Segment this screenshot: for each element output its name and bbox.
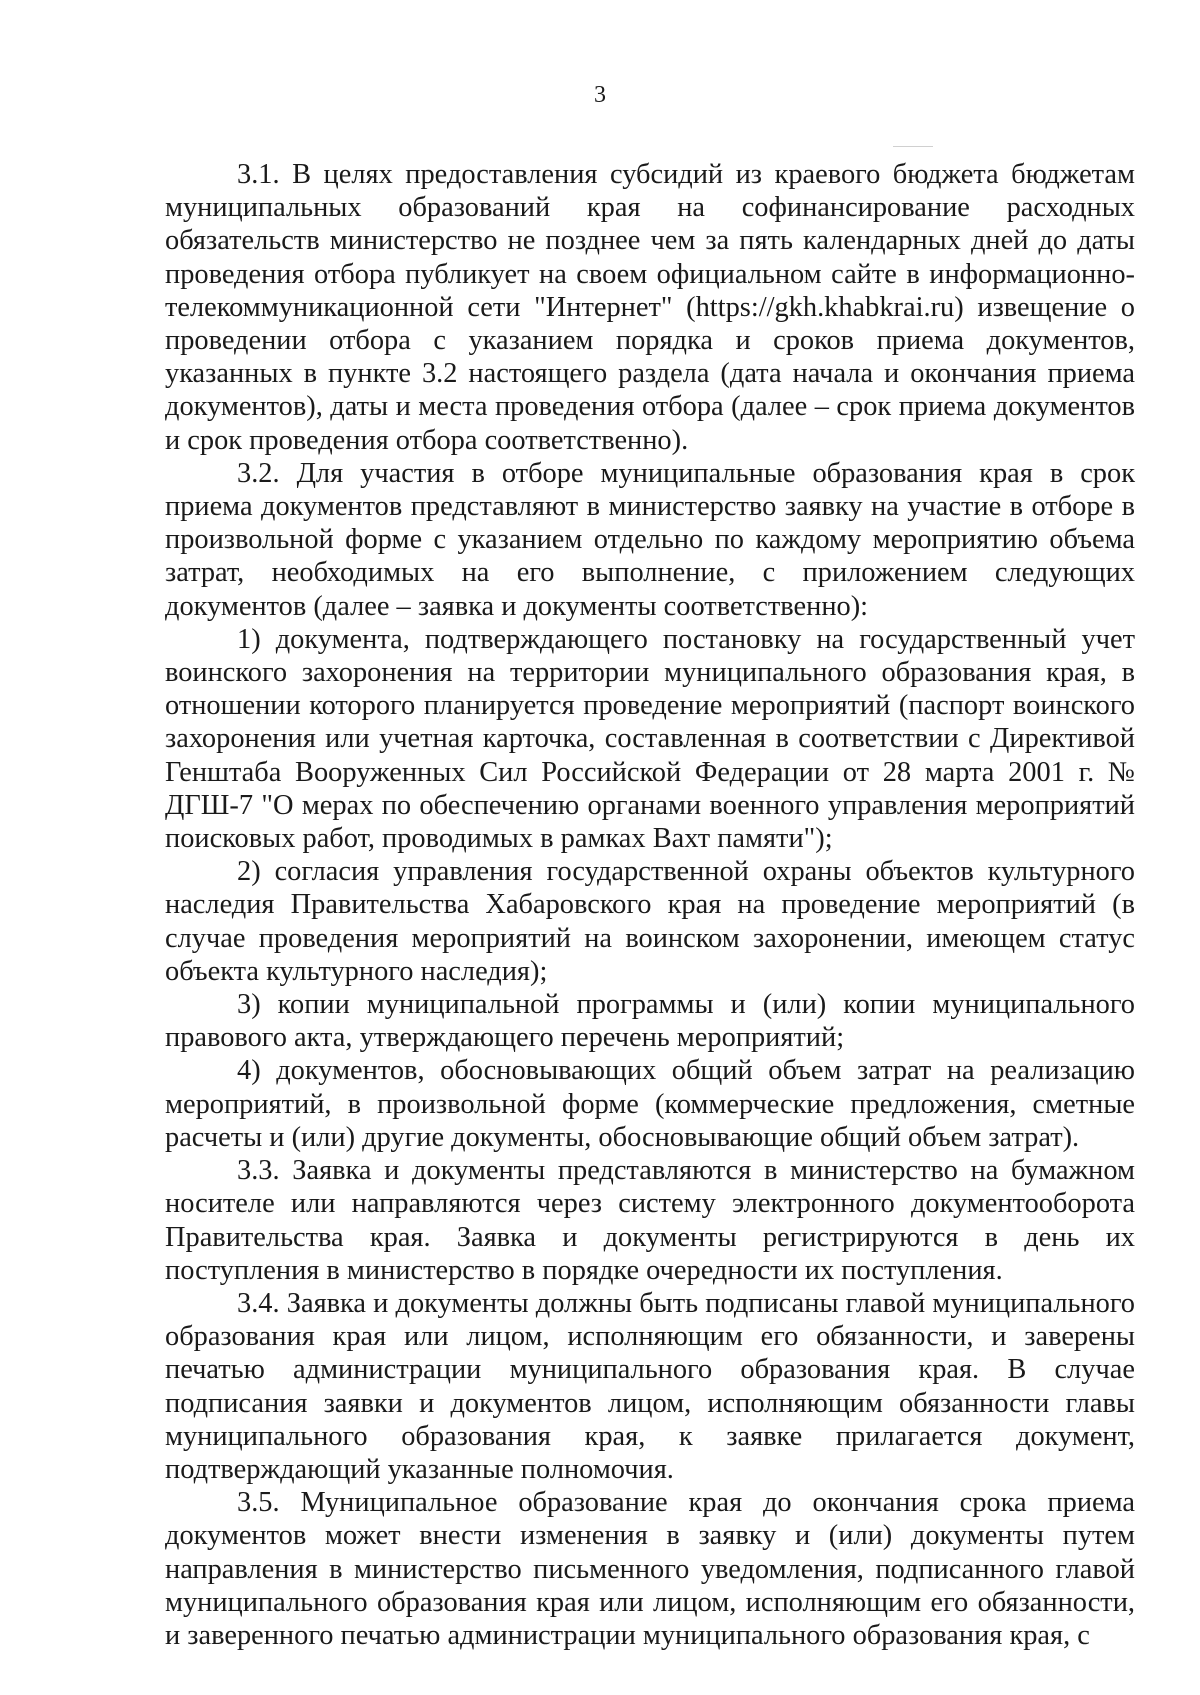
document-body: [165, 158, 1135, 1652]
paragraph-3-1: 3.1. В целях предоставления субсидий из краевого бюджета бюджетам муниципальных образований края на софинансирование расходных обязательств министерство не позднее чем за пять календарных дней до даты проведения отбора публикует на своем официальном сайте в информационно-телекоммуникационной сети "Интернет" (https://gkh.khabkrai.ru) извещение о проведении отбора с указанием порядка и сроков приема документов, указанных в пункте 3.2 настоящего раздела (дата начала и окончания приема документов), даты и места проведения отбора (далее – срок приема документов и срок проведения отбора соответственно).: [165, 159, 1135, 456]
paragraph-3-4: 3.4. Заявка и документы должны быть подписаны главой муниципального образования края или лицом, исполняющим его обязанности, и заверены печатью администрации муниципального образования края. В случае подписания заявки и документов лицом, исполняющим обязанности главы муниципального образования края, к заявке прилагается документ, подтверждающий указанные полномочия.: [165, 1287, 1135, 1485]
paragraph-3-3: 3.3. Заявка и документы представляются в министерство на бумажном носителе или направляются через систему электронного документооборота Правительства края. Заявка и документы регистрируются в день их поступления в министерство в порядке очередности их поступления.: [165, 1155, 1135, 1286]
scan-mark: [893, 146, 933, 147]
list-item-1: 1) документа, подтверждающего постановку на государственный учет воинского захоронения на территории муниципального образования края, в отношении которого планируется проведение мероприятий (паспорт воинского захоронения или учетная карточка, составленная в соответствии с Директивой Генштаба Вооруженных Сил Российской Федерации от 28 марта 2001 г. № ДГШ-7 "О мерах по обеспечению органами военного управления мероприятий поисковых работ, проводимых в рамках Вахт памяти");: [165, 623, 1135, 855]
list-item-3: 3) копии муниципальной программы и (или) копии муниципального правового акта, утверждающего перечень мероприятий;: [165, 989, 1135, 1054]
list-item-4: 4) документов, обосновывающих общий объем затрат на реализацию мероприятий, в произвольной форме (коммерческие предложения, сметные расчеты и (или) другие документы, обосновывающие общий объем затрат).: [165, 1055, 1135, 1153]
page-number: 3: [594, 82, 606, 108]
paragraph-3-5: 3.5. Муниципальное образование края до окончания срока приема документов может внести изменения в заявку и (или) документы путем направления в министерство письменного уведомления, подписанного главой муниципального образования края или лицом, исполняющим его обязанности, и заверенного печатью администрации муниципального образования края, с: [165, 1487, 1135, 1651]
list-item-2: 2) согласия управления государственной охраны объектов культурного наследия Правительства Хабаровского края на проведение мероприятий (в случае проведения мероприятий на воинском захоронении, имеющем статус объекта культурного наследия);: [165, 856, 1135, 987]
paragraph-3-2: 3.2. Для участия в отборе муниципальные образования края в срок приема документов представляют в министерство заявку на участие в отборе в произвольной форме с указанием отдельно по каждому мероприятию объема затрат, необходимых на его выполнение, с приложением следующих документов (далее – заявка и документы соответственно):: [165, 457, 1135, 622]
